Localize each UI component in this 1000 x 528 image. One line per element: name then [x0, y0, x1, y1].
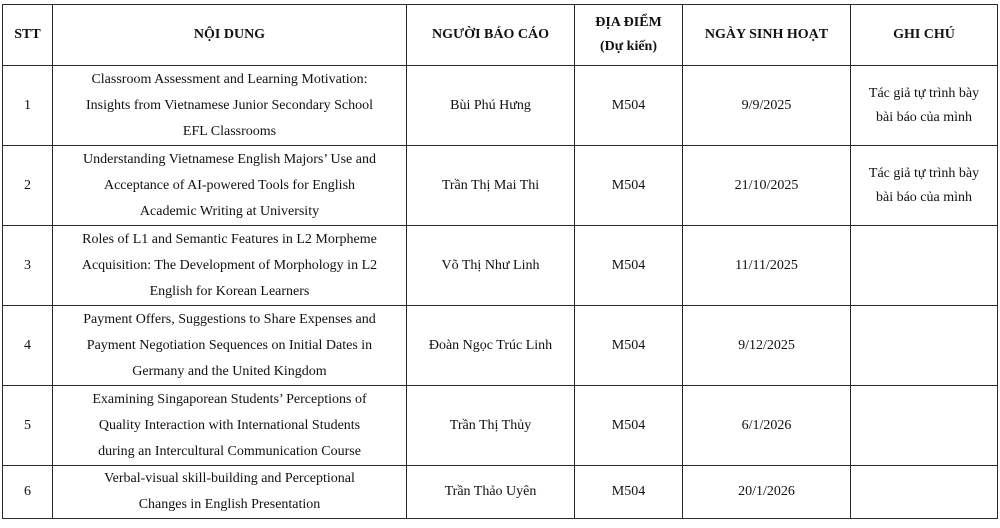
row-date: 21/10/2025	[683, 146, 851, 226]
table-row	[3, 386, 998, 466]
table-row	[3, 66, 998, 146]
schedule-table	[2, 4, 998, 519]
row-location: M504	[575, 466, 683, 519]
row-date: 9/9/2025	[683, 66, 851, 146]
row-presenter: Trần Thị Thủy	[407, 386, 575, 466]
header-presenter: NGƯỜI BÁO CÁO	[407, 5, 575, 66]
row-location: M504	[575, 226, 683, 306]
row-stt: 6	[3, 466, 53, 519]
row-presenter: Đoàn Ngọc Trúc Linh	[407, 306, 575, 386]
row-stt: 5	[3, 386, 53, 466]
row-location: M504	[575, 306, 683, 386]
row-location: M504	[575, 386, 683, 466]
row-note	[851, 386, 998, 466]
row-location: M504	[575, 146, 683, 226]
row-content: Roles of L1 and Semantic Features in L2 Morpheme Acquisition: The Development of Morphology in L2 English for Korean Learners	[53, 226, 407, 306]
row-content: Examining Singaporean Students’ Perceptions of Quality Interaction with International Students during an Intercultural Communication Course	[53, 386, 407, 466]
table-row	[3, 146, 998, 226]
row-note: Tác giả tự trình bày bài báo của mình	[851, 66, 998, 146]
row-note	[851, 466, 998, 519]
row-date: 20/1/2026	[683, 466, 851, 519]
row-presenter: Võ Thị Như Linh	[407, 226, 575, 306]
header-content: NỘI DUNG	[53, 5, 407, 66]
table-row	[3, 466, 998, 519]
row-date: 9/12/2025	[683, 306, 851, 386]
header-location	[575, 5, 683, 66]
row-content: Classroom Assessment and Learning Motivation: Insights from Vietnamese Junior Secondary School EFL Classrooms	[53, 66, 407, 146]
row-date: 6/1/2026	[683, 386, 851, 466]
row-stt: 2	[3, 146, 53, 226]
header-location-subtitle: (Dự kiến)	[599, 39, 657, 54]
header-stt: STT	[3, 5, 53, 66]
header-location-title: ĐỊA ĐIỂM	[595, 15, 662, 30]
row-location: M504	[575, 66, 683, 146]
row-presenter: Trần Thị Mai Thi	[407, 146, 575, 226]
header-note: GHI CHÚ	[851, 5, 998, 66]
row-presenter: Bùi Phú Hưng	[407, 66, 575, 146]
row-stt: 3	[3, 226, 53, 306]
row-content: Understanding Vietnamese English Majors’ Use and Acceptance of AI-powered Tools for English Academic Writing at University	[53, 146, 407, 226]
row-content: Payment Offers, Suggestions to Share Expenses and Payment Negotiation Sequences on Initial Dates in Germany and the United Kingdom	[53, 306, 407, 386]
row-note: Tác giả tự trình bày bài báo của mình	[851, 146, 998, 226]
header-row	[3, 5, 998, 66]
table-row	[3, 306, 998, 386]
row-presenter: Trần Thảo Uyên	[407, 466, 575, 519]
table-row	[3, 226, 998, 306]
row-date: 11/11/2025	[683, 226, 851, 306]
row-stt: 4	[3, 306, 53, 386]
row-note	[851, 306, 998, 386]
row-note	[851, 226, 998, 306]
header-date: NGÀY SINH HOẠT	[683, 5, 851, 66]
row-content: Verbal-visual skill-building and Perceptional Changes in English Presentation	[53, 466, 407, 519]
row-stt: 1	[3, 66, 53, 146]
